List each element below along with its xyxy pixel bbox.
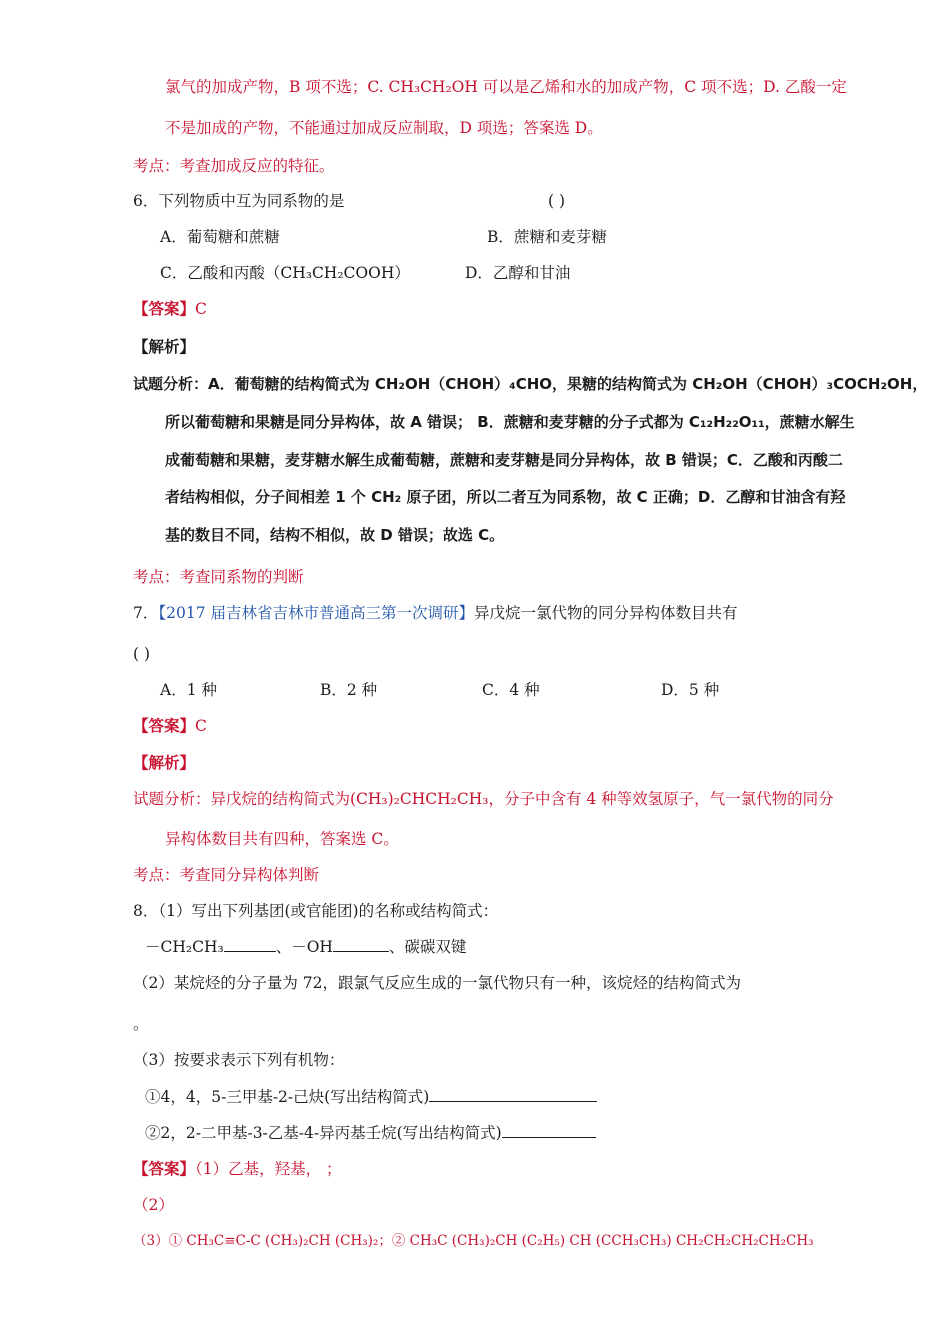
q7-source: 【2017 届吉林省吉林市普通高三第一次调研】 (158, 604, 474, 622)
q8-answer-3: （3）① CH₃C≡C-C (CH₃)₂CH (CH₃)₂；② CH₃C (CH₃)₂CH (C₂H₅) CH (CCH₃CH₃) CH₂CH₂CH₂CH₂CH₃ (133, 1233, 814, 1249)
q6-option-d: D．乙醇和甘油 (465, 264, 571, 282)
q8-part2-end: 。 (133, 1015, 149, 1033)
q7-stem: 异戊烷一氯代物的同分异构体数目共有 (474, 604, 738, 622)
q6-jiexi-label: 【解析】 (133, 337, 196, 356)
q7-analysis-line1: 试题分析：异戊烷的结构简式为(CH₃)₂CHCH₂CH₃，分子中含有 4 种等效氢原子，气一氯代物的同分 (133, 790, 834, 808)
q8-answer-line1 (133, 1158, 342, 1180)
q8-blank-2 (333, 936, 389, 952)
q7-answer-value: C (195, 717, 207, 735)
q6-option-a: A．葡萄糖和蔗糖 (160, 228, 280, 246)
prev-analysis-line1: 氯气的加成产物，B 项不选；C. CH₃CH₂OH 可以是乙烯和水的加成产物，C 项不选；D. 乙酸一定 (165, 78, 847, 96)
prev-kaodian: 考点：考查加成反应的特征。 (133, 157, 335, 175)
q7-paren: ( ) (133, 645, 151, 663)
q7-jiexi-label: 【解析】 (133, 753, 196, 772)
q8-part3-stem: （3）按要求表示下列有机物： (133, 1051, 345, 1069)
q6-answer-value: C (195, 300, 207, 318)
q8-blank-3 (429, 1086, 597, 1102)
q8-blank-4 (502, 1122, 596, 1138)
q6-analysis-line3: 成葡萄糖和果糖，麦芽糖水解生成葡萄糖，蔗糖和麦芽糖是同分异构体，故 B 错误；C．乙酸和丙酸二 (165, 451, 843, 469)
q8-item-hydroxyl: 、－OH (275, 938, 333, 956)
q8-item-double-bond: 、碳碳双键 (388, 938, 467, 956)
q6-analysis-line2: 所以葡萄糖和果糖是同分异构体，故 A 错误； B．蔗糖和麦芽糖的分子式都为 C₁₂H₂₂O₁₁，蔗糖水解生 (165, 413, 855, 431)
q8-item-ethyl: －CH₂CH₃ (145, 938, 224, 956)
q8-answer-2: （2） (133, 1196, 174, 1214)
q8-blank-1 (224, 936, 276, 952)
q7-option-d: D．5 种 (661, 681, 720, 699)
q7-answer-label: 【答案】 (133, 716, 196, 735)
q8-part2-stem: （2）某烷烃的分子量为 72，跟氯气反应生成的一氯代物只有一种，该烷烃的结构简式为 (133, 974, 742, 992)
q8-part1-items (145, 936, 466, 958)
q6-analysis-line5: 基的数目不同，结构不相似，故 D 错误；故选 C。 (165, 526, 505, 544)
q8-part3-ii (145, 1122, 596, 1144)
q7-kaodian: 考点：考查同分异构体判断 (133, 866, 320, 884)
q8-part3-i-text: ①4，4，5-三甲基-2-己炔(写出结构简式) (145, 1088, 430, 1106)
q6-option-c: C．乙酸和丙酸（CH₃CH₂COOH） (160, 264, 410, 282)
q8-part3-i (145, 1086, 597, 1108)
q7-answer (133, 715, 207, 737)
q6-answer-label: 【答案】 (133, 299, 196, 318)
q7-option-b: B．2 种 (320, 681, 378, 699)
q6-answer (133, 298, 207, 320)
q8-part1-stem: 8．（1）写出下列基团(或官能团)的名称或结构简式： (133, 902, 499, 920)
q8-answer-label: 【答案】 (133, 1159, 196, 1178)
q7-number: 7． (133, 604, 159, 622)
q8-answer-1: （1）乙基，羟基， ； (195, 1160, 342, 1178)
q7-stem-line (133, 602, 738, 624)
prev-analysis-line2: 不是加成的产物，不能通过加成反应制取，D 项选；答案选 D。 (165, 119, 603, 137)
q6-option-b: B．蔗糖和麦芽糖 (487, 228, 607, 246)
q7-analysis-line2: 异构体数目共有四种，答案选 C。 (165, 830, 399, 848)
q6-kaodian: 考点：考查同系物的判断 (133, 568, 304, 586)
q6-analysis-line4: 者结构相似，分子间相差 1 个 CH₂ 原子团，所以二者互为同系物，故 C 正确；D．乙醇和甘油含有羟 (165, 488, 846, 506)
q6-analysis-line1: 试题分析：A．葡萄糖的结构简式为 CH₂OH（CHOH）₄CHO，果糖的结构简式为 CH₂OH（CHOH）₃COCH₂OH， (133, 375, 928, 393)
q7-option-a: A．1 种 (160, 681, 217, 699)
q6-stem: 6．下列物质中互为同系物的是 (133, 192, 345, 210)
q7-option-c: C．4 种 (482, 681, 540, 699)
q6-paren: ( ) (548, 192, 566, 210)
q8-part3-ii-text: ②2，2-二甲基-3-乙基-4-异丙基壬烷(写出结构简式) (145, 1124, 502, 1142)
